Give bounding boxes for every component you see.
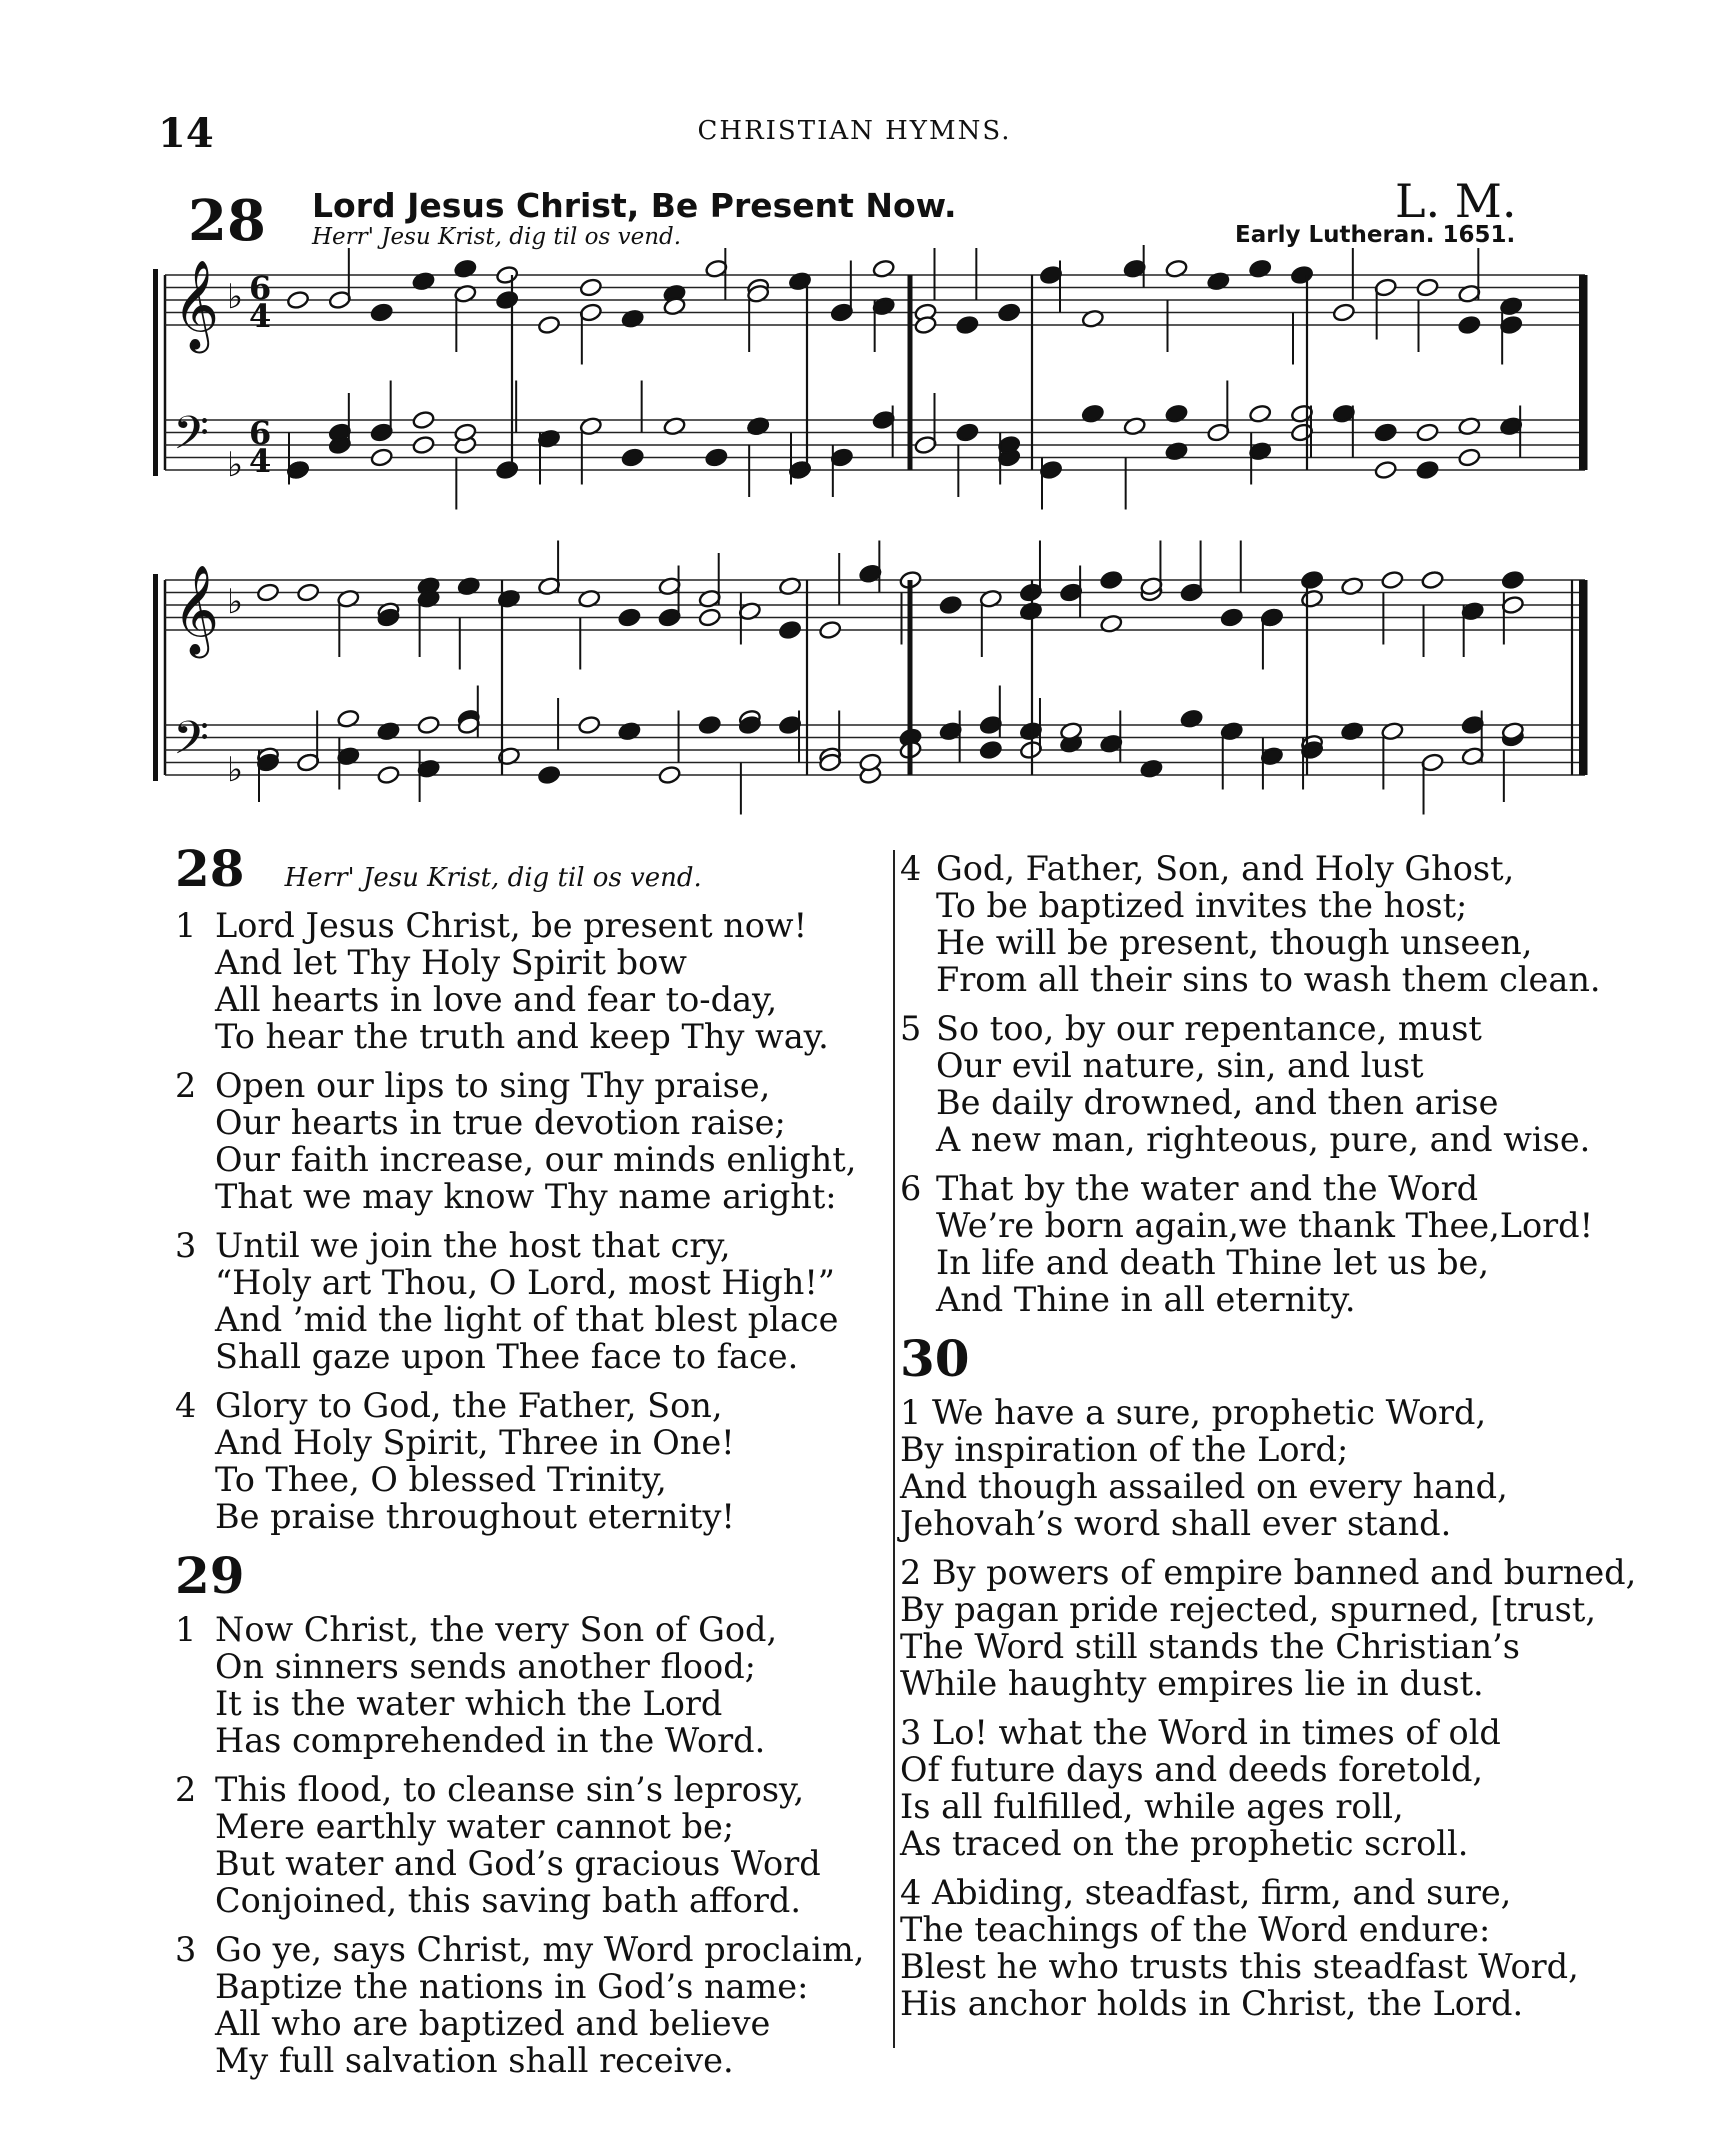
note-head bbox=[370, 303, 394, 323]
note-head bbox=[956, 423, 980, 443]
note-head bbox=[818, 620, 842, 640]
stanza-line bbox=[175, 1845, 895, 1882]
stanza-number bbox=[175, 1722, 215, 1759]
stanza-text: Lord Jesus Christ, be present now! bbox=[215, 906, 808, 945]
note-head bbox=[537, 765, 561, 785]
note-head bbox=[1458, 448, 1482, 468]
note-head bbox=[698, 715, 722, 735]
stanza-line bbox=[900, 1468, 1620, 1505]
flat-icon: ♭ bbox=[227, 445, 244, 485]
hymn-meter: L. M. bbox=[1395, 174, 1517, 228]
stanza-number: 5 bbox=[900, 1009, 922, 1048]
bass-staff bbox=[165, 381, 1585, 510]
note-head bbox=[1374, 460, 1398, 480]
note-head bbox=[997, 303, 1021, 323]
stanza-line bbox=[175, 1461, 895, 1498]
note-head bbox=[698, 608, 722, 628]
stanza-line bbox=[175, 1771, 895, 1808]
stanza-line bbox=[900, 1911, 1620, 1948]
stanza-text: Our hearts in true devotion raise; bbox=[215, 1103, 786, 1142]
hymn-28-text-number: 28 bbox=[175, 839, 245, 898]
stanza-number: 2 bbox=[175, 1066, 197, 1105]
stanza-text: As traced on the prophetic scroll. bbox=[900, 1824, 1469, 1863]
stanza-line bbox=[175, 1264, 895, 1301]
stanza-text: All hearts in love and fear to-day, bbox=[215, 980, 778, 1019]
stanza-text: Glory to God, the Father, Son, bbox=[215, 1386, 723, 1425]
left-column bbox=[175, 840, 895, 2091]
stanza-text: Conjoined, this saving bath afford. bbox=[215, 1881, 802, 1920]
note-head bbox=[658, 765, 682, 785]
stanza-text: But water and God’s gracious Word bbox=[215, 1844, 821, 1883]
stanza bbox=[175, 1931, 895, 2079]
stanza-text: The Word still stands the Christian’s bbox=[900, 1627, 1520, 1666]
stanza-number bbox=[175, 1882, 215, 1919]
stanza-text: So too, by our repentance, must bbox=[936, 1009, 1482, 1048]
stanza-number bbox=[175, 1808, 215, 1845]
stanza-number bbox=[900, 1121, 936, 1158]
stanza-line bbox=[175, 1498, 895, 1535]
stanza-text: Jehovah’s word shall ever stand. bbox=[900, 1504, 1452, 1543]
stanza bbox=[175, 1771, 895, 1919]
stanza-line bbox=[900, 1431, 1620, 1468]
stanza-line bbox=[900, 1394, 1620, 1431]
hymn-28-number: 28 bbox=[188, 188, 266, 254]
stanza-line bbox=[900, 1553, 1637, 1592]
stanza-number bbox=[175, 1424, 215, 1461]
stanza-number bbox=[175, 1141, 215, 1178]
stanza bbox=[175, 1067, 895, 1215]
stanza-number: 1 bbox=[175, 906, 197, 945]
time-sig-bottom: 4 bbox=[249, 442, 272, 480]
stanza-line bbox=[175, 944, 895, 981]
hymn-29-stanzas-left bbox=[175, 1611, 895, 2079]
note-head bbox=[939, 595, 963, 615]
stanza-line bbox=[900, 961, 1620, 998]
treble-staff bbox=[165, 245, 1585, 365]
stanza-number bbox=[175, 1104, 215, 1141]
stanza-number bbox=[900, 1244, 936, 1281]
stanza-line bbox=[900, 1948, 1620, 1985]
stanza-text: 2 By powers of empire banned and burned, bbox=[900, 1553, 1637, 1592]
stanza-line bbox=[900, 1170, 1620, 1207]
stanza-line bbox=[900, 924, 1620, 961]
stanza-text: 1 We have a sure, prophetic Word, bbox=[900, 1393, 1487, 1432]
stanza bbox=[175, 1611, 895, 1759]
stanza-line bbox=[175, 1178, 895, 1215]
note-head bbox=[1374, 423, 1398, 443]
note-head bbox=[1416, 423, 1440, 443]
stanza-text: 3 Lo! what the Word in times of old bbox=[900, 1713, 1501, 1752]
flat-icon: ♭ bbox=[227, 277, 244, 317]
stanza-number bbox=[900, 1084, 936, 1121]
stanza-text: Shall gaze upon Thee face to face. bbox=[215, 1337, 799, 1376]
note-head bbox=[1332, 303, 1356, 323]
stanza-number bbox=[175, 2005, 215, 2042]
stanza-text: On sinners sends another flood; bbox=[215, 1647, 756, 1686]
hymn-28-stanzas bbox=[175, 907, 895, 1535]
stanza bbox=[900, 1714, 1620, 1862]
treble-clef-icon: 𝄞 bbox=[173, 565, 220, 655]
stanza-line bbox=[900, 1084, 1620, 1121]
stanza-line bbox=[900, 1505, 1620, 1542]
time-sig-top: 6 bbox=[249, 269, 272, 307]
treble-clef-icon: 𝄞 bbox=[173, 260, 220, 350]
stanza-number: 6 bbox=[900, 1169, 922, 1208]
stanza-line bbox=[175, 1141, 895, 1178]
hymn-28-original-title: Herr' Jesu Krist, dig til os vend. bbox=[312, 224, 682, 250]
note-head bbox=[618, 608, 642, 628]
system-bracket bbox=[153, 574, 158, 781]
stanza-text: He will be present, though unseen, bbox=[936, 923, 1533, 962]
note-head bbox=[1290, 265, 1314, 285]
stanza-text: Is all fulfilled, while ages roll, bbox=[900, 1787, 1404, 1826]
bass-clef-icon: 𝄢 bbox=[173, 406, 210, 472]
hymn-28-text-header bbox=[175, 840, 895, 907]
stanza-number bbox=[175, 1968, 215, 2005]
stanza-line bbox=[175, 1611, 895, 1648]
note-head bbox=[705, 448, 729, 468]
stanza-text: And Thine in all eternity. bbox=[936, 1280, 1356, 1319]
note-head bbox=[537, 315, 561, 335]
stanza-text: A new man, righteous, pure, and wise. bbox=[936, 1120, 1591, 1159]
note-head bbox=[1099, 570, 1123, 590]
system-2 bbox=[153, 541, 1585, 815]
stanza-text: That we may know Thy name aright: bbox=[215, 1177, 837, 1216]
stanza-text: Be praise throughout eternity! bbox=[215, 1497, 735, 1536]
stanza bbox=[175, 907, 895, 1055]
note-head bbox=[1416, 278, 1440, 298]
stanza bbox=[900, 850, 1620, 998]
stanza-number bbox=[175, 1338, 215, 1375]
stanza-text: Our faith increase, our minds enlight, bbox=[215, 1140, 857, 1179]
note-head bbox=[1381, 570, 1405, 590]
stanza-number: 4 bbox=[175, 1386, 197, 1425]
page-number: 14 bbox=[158, 110, 214, 157]
stanza-line bbox=[900, 1244, 1620, 1281]
stanza-number bbox=[175, 981, 215, 1018]
stanza-number bbox=[900, 887, 936, 924]
column-divider bbox=[893, 850, 895, 2048]
stanza-number bbox=[175, 1264, 215, 1301]
stanza-text: Has comprehended in the Word. bbox=[215, 1721, 766, 1760]
stanza-line bbox=[900, 1985, 1620, 2022]
stanza-number bbox=[175, 1685, 215, 1722]
hymn-composer: Early Lutheran. 1651. bbox=[1235, 222, 1516, 248]
stanza-text: God, Father, Son, and Holy Ghost, bbox=[936, 849, 1515, 888]
note-head bbox=[377, 765, 401, 785]
note-head bbox=[621, 448, 645, 468]
bass-clef-icon: 𝄢 bbox=[173, 711, 210, 777]
stanza-line bbox=[900, 1281, 1620, 1318]
stanza-text: “Holy art Thou, O Lord, most High!” bbox=[215, 1263, 835, 1302]
stanza-number: 4 bbox=[900, 849, 922, 888]
note-head bbox=[577, 715, 601, 735]
stanza bbox=[900, 1394, 1620, 1542]
stanza-number bbox=[175, 1178, 215, 1215]
right-column bbox=[900, 849, 1637, 2034]
note-head bbox=[1416, 460, 1440, 480]
stanza bbox=[175, 1387, 895, 1535]
note-head bbox=[1220, 608, 1244, 628]
stanza-text: And let Thy Holy Spirit bow bbox=[215, 943, 687, 982]
note-head bbox=[956, 315, 980, 335]
stanza-number bbox=[900, 1047, 936, 1084]
stanza-text: And ’mid the light of that blest place bbox=[215, 1300, 839, 1339]
stanza-number: 3 bbox=[175, 1930, 197, 1969]
stanza-line bbox=[175, 981, 895, 1018]
stanza-text: Until we join the host that cry, bbox=[215, 1226, 731, 1265]
stanza bbox=[175, 1227, 895, 1375]
stanza-number bbox=[175, 2042, 215, 2079]
note-head bbox=[1458, 315, 1482, 335]
hymn-28-text-original-title: Herr' Jesu Krist, dig til os vend. bbox=[284, 863, 702, 893]
stanza-number bbox=[175, 1461, 215, 1498]
stanza-line bbox=[175, 1018, 895, 1055]
flat-icon: ♭ bbox=[227, 582, 244, 622]
stanza-text: To Thee, O blessed Trinity, bbox=[215, 1460, 667, 1499]
note-head bbox=[417, 715, 441, 735]
treble-staff bbox=[165, 541, 1585, 670]
note-head bbox=[1300, 570, 1324, 590]
note-head bbox=[1421, 570, 1445, 590]
note-head bbox=[495, 460, 519, 480]
system-1 bbox=[153, 245, 1585, 510]
stanza-line bbox=[175, 1301, 895, 1338]
stanza-text: Open our lips to sing Thy praise, bbox=[215, 1066, 771, 1105]
note-head bbox=[370, 448, 394, 468]
stanza bbox=[900, 1553, 1637, 1703]
stanza-number bbox=[900, 1281, 936, 1318]
stanza-line bbox=[900, 1010, 1620, 1047]
stanza-line bbox=[175, 1387, 895, 1424]
stanza-number bbox=[175, 1845, 215, 1882]
note-head bbox=[495, 265, 519, 285]
stanza-line bbox=[175, 1722, 895, 1759]
stanza-text: This flood, to cleanse sin’s leprosy, bbox=[215, 1770, 805, 1809]
hymn-28-title: Lord Jesus Christ, Be Present Now. bbox=[312, 186, 957, 225]
stanza-number bbox=[175, 1301, 215, 1338]
stanza-text: His anchor holds in Christ, the Lord. bbox=[900, 1984, 1524, 2023]
stanza-text: And though assailed on every hand, bbox=[900, 1467, 1508, 1506]
stanza-line bbox=[900, 887, 1620, 924]
stanza-line bbox=[175, 1808, 895, 1845]
stanza-text: 4 Abiding, steadfast, firm, and sure, bbox=[900, 1873, 1512, 1912]
stanza-line bbox=[900, 850, 1620, 887]
stanza-text: All who are baptized and believe bbox=[215, 2004, 771, 2043]
stanza-line bbox=[175, 1931, 895, 1968]
stanza-line bbox=[175, 1424, 895, 1461]
stanza-line bbox=[175, 1067, 895, 1104]
running-head: CHRISTIAN HYMNS. bbox=[697, 116, 1012, 146]
stanza-line bbox=[175, 1882, 895, 1919]
stanza-line bbox=[900, 1874, 1620, 1911]
stanza-text: Now Christ, the very Son of God, bbox=[215, 1610, 778, 1649]
note-head bbox=[412, 410, 436, 430]
stanza-text: It is the water which the Lord bbox=[215, 1684, 723, 1723]
stanza-line bbox=[900, 1628, 1620, 1665]
note-head bbox=[1501, 570, 1525, 590]
stanza-line bbox=[175, 1648, 895, 1685]
stanza-text: That by the water and the Word bbox=[936, 1169, 1479, 1208]
stanza-number bbox=[175, 1498, 215, 1535]
stanza-text: To hear the truth and keep Thy way. bbox=[215, 1017, 829, 1056]
stanza-line bbox=[900, 1047, 1620, 1084]
stanza-number bbox=[175, 944, 215, 981]
note-head bbox=[286, 290, 310, 310]
stanza-number bbox=[175, 1648, 215, 1685]
stanza-number bbox=[900, 1207, 936, 1244]
hymn-30-stanzas bbox=[900, 1393, 1637, 2023]
stanza-line bbox=[175, 1227, 895, 1264]
stanza-text: Blest he who trusts this steadfast Word, bbox=[900, 1947, 1579, 1986]
stanza-text: And Holy Spirit, Three in One! bbox=[215, 1423, 735, 1462]
bass-staff bbox=[165, 686, 1585, 815]
stanza-line bbox=[175, 1338, 895, 1375]
system-bracket bbox=[153, 269, 158, 476]
stanza-number bbox=[900, 961, 936, 998]
stanza-line bbox=[900, 1665, 1620, 1702]
time-sig-top: 6 bbox=[249, 414, 272, 452]
stanza bbox=[900, 1170, 1620, 1318]
stanza-line bbox=[900, 1207, 1620, 1244]
note-head bbox=[579, 278, 603, 298]
flat-icon: ♭ bbox=[227, 750, 244, 790]
stanza-line bbox=[175, 1685, 895, 1722]
stanza-text: Our evil nature, sin, and lust bbox=[936, 1046, 1424, 1085]
stanza-number: 2 bbox=[175, 1770, 197, 1809]
stanza-line bbox=[175, 2005, 895, 2042]
stanza-line bbox=[900, 1714, 1620, 1751]
time-sig-bottom: 4 bbox=[249, 297, 272, 335]
stanza-line bbox=[900, 1121, 1620, 1158]
note-head bbox=[495, 290, 519, 310]
note-head bbox=[256, 583, 280, 603]
stanza-number: 3 bbox=[175, 1226, 197, 1265]
note-head bbox=[778, 620, 802, 640]
stanza-text: My full salvation shall receive. bbox=[215, 2041, 734, 2080]
note-head bbox=[412, 435, 436, 455]
stanza-text: The teachings of the Word endure: bbox=[900, 1910, 1491, 1949]
stanza-number bbox=[175, 1018, 215, 1055]
stanza bbox=[900, 1010, 1620, 1158]
stanza-text: Of future days and deeds foretold, bbox=[900, 1750, 1484, 1789]
stanza-text: While haughty empires lie in dust. bbox=[900, 1664, 1484, 1703]
stanza-text: By inspiration of the Lord; bbox=[900, 1430, 1349, 1469]
stanza-text: From all their sins to wash them clean. bbox=[936, 960, 1601, 999]
stanza bbox=[900, 1874, 1620, 2022]
note-head bbox=[979, 740, 1003, 760]
note-head bbox=[296, 583, 320, 603]
stanza-text: Mere earthly water cannot be; bbox=[215, 1807, 735, 1846]
music-score bbox=[150, 245, 1610, 835]
stanza-line bbox=[900, 1591, 1620, 1628]
hymn-29-number: 29 bbox=[175, 1546, 245, 1605]
stanza-line bbox=[175, 1968, 895, 2005]
stanza-line bbox=[175, 1104, 895, 1141]
stanza-line bbox=[900, 1788, 1620, 1825]
stanza-line bbox=[900, 1751, 1620, 1788]
stanza-number: 1 bbox=[175, 1610, 197, 1649]
stanza-text: Baptize the nations in God’s name: bbox=[215, 1967, 809, 2006]
stanza-text: To be baptized invites the host; bbox=[936, 886, 1468, 925]
stanza-line bbox=[175, 2042, 895, 2079]
stanza-text: We’re born again,we thank Thee,Lord! bbox=[936, 1206, 1594, 1245]
stanza-text: By pagan pride rejected, spurned, [trust, bbox=[900, 1590, 1596, 1629]
stanza-line bbox=[900, 1825, 1620, 1862]
stanza-line bbox=[175, 907, 895, 944]
stanza-text: In life and death Thine let us be, bbox=[936, 1243, 1489, 1282]
hymn-29-stanzas-right bbox=[900, 850, 1620, 1318]
hymn-30-number: 30 bbox=[900, 1329, 970, 1388]
stanza-text: Go ye, says Christ, my Word proclaim, bbox=[215, 1930, 865, 1969]
stanza-text: Be daily drowned, and then arise bbox=[936, 1083, 1499, 1122]
stanza-number bbox=[900, 924, 936, 961]
